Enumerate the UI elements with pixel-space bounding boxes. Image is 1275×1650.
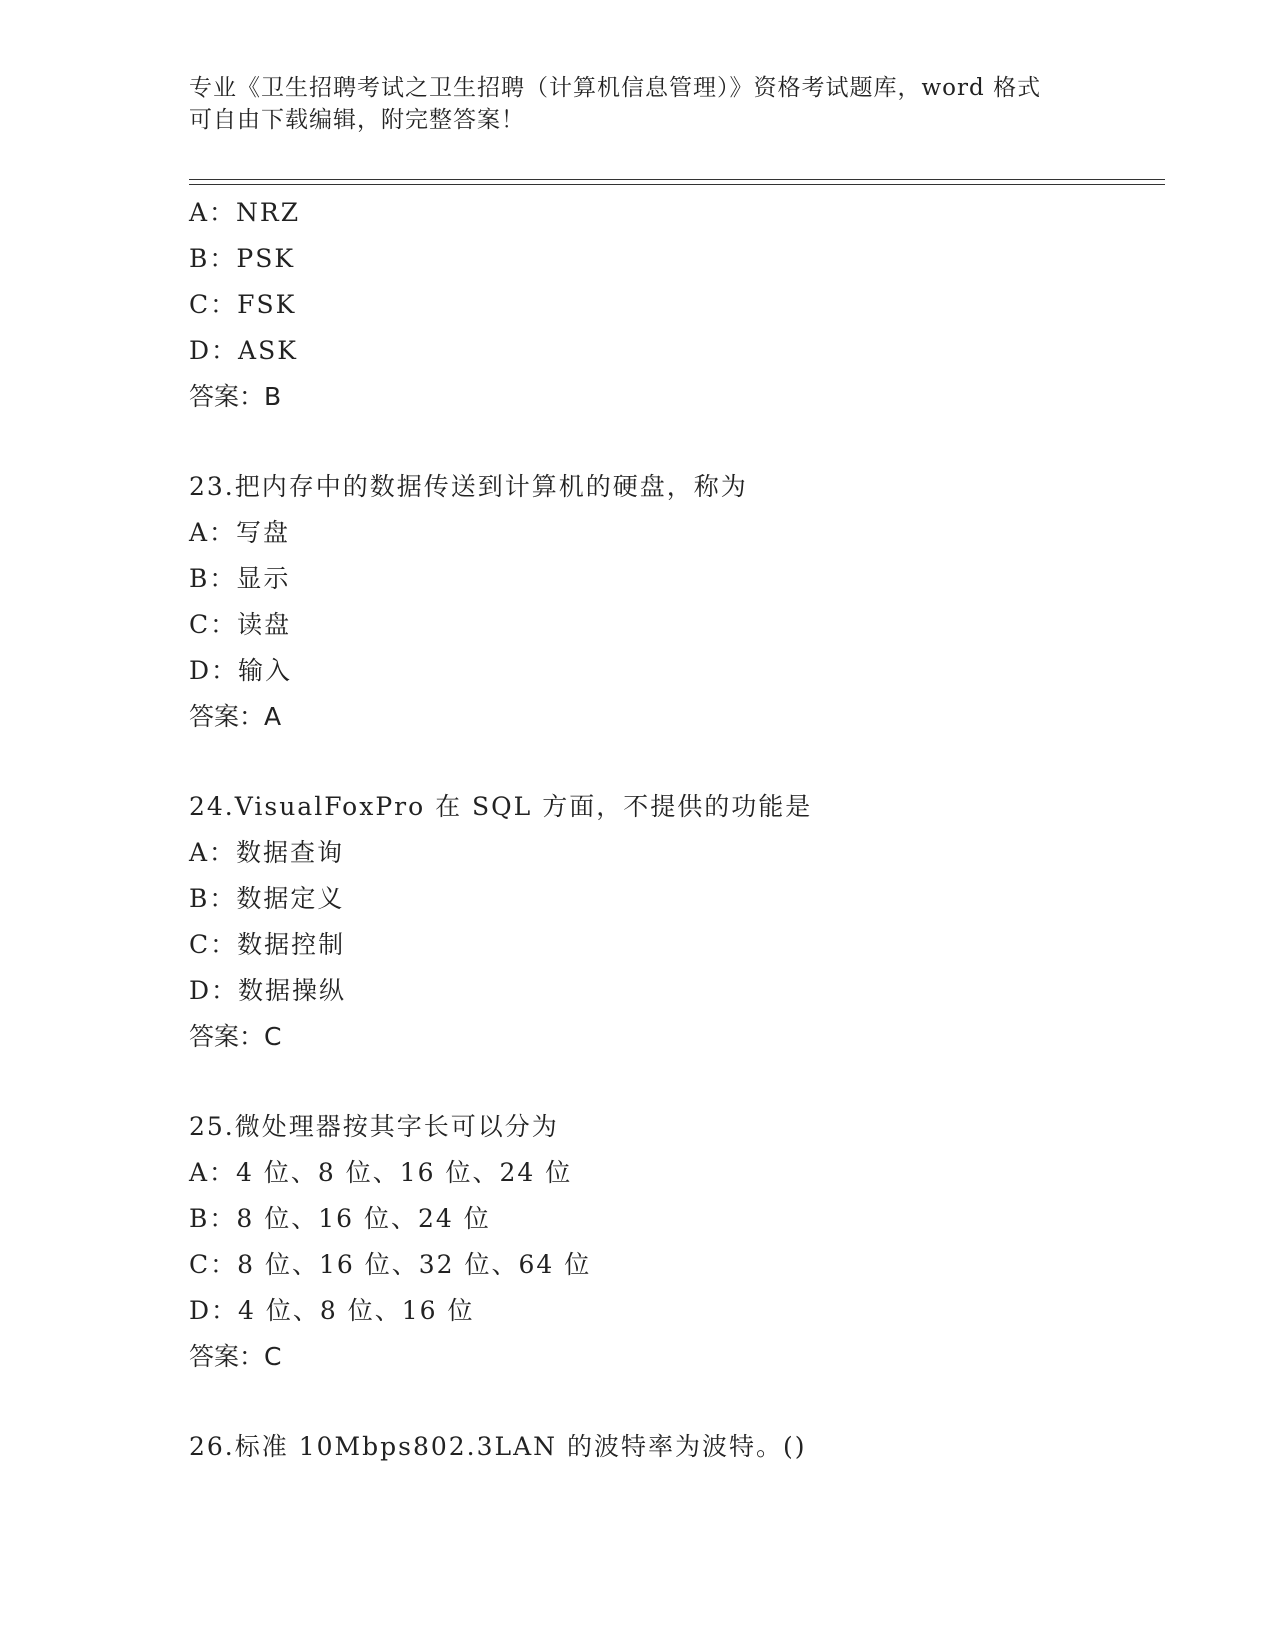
question-text: 25.微处理器按其字长可以分为 [189,1112,559,1141]
question-text: 23.把内存中的数据传送到计算机的硬盘，称为 [189,472,748,501]
option-a: A：NRZ [189,198,301,227]
option-d: D：ASK [189,336,298,365]
document-header [189,72,1089,136]
option-a: A：写盘 [189,518,291,547]
question-24-block [189,784,1149,1060]
option-c: C：8 位、16 位、32 位、64 位 [189,1250,592,1279]
header-divider-top [189,179,1165,180]
option-a: A：4 位、8 位、16 位、24 位 [189,1158,573,1187]
spacer [189,1380,1149,1424]
spacer [189,1060,1149,1104]
option-b: B：显示 [189,564,291,593]
option-b: B：8 位、16 位、24 位 [189,1204,491,1233]
header-title-line-2: 可自由下载编辑，附完整答案！ [189,107,525,133]
option-c: C：读盘 [189,610,292,639]
spacer [189,420,1149,464]
option-c: C：FSK [189,290,297,319]
option-d: D：4 位、8 位、16 位 [189,1296,475,1325]
option-b: B：PSK [189,244,295,273]
answer-line: 答案：C [189,1342,282,1371]
question-22-block [189,190,1149,420]
option-d: D：输入 [189,656,293,685]
question-list [189,190,1149,1470]
answer-line: 答案：A [189,702,282,731]
header-title-line-1: 专业《卫生招聘考试之卫生招聘（计算机信息管理）》资格考试题库，word 格式 [189,75,1042,101]
question-23-block [189,464,1149,740]
option-b: B：数据定义 [189,884,345,913]
answer-line: 答案：C [189,1022,282,1051]
question-text: 24.VisualFoxPro 在 SQL 方面，不提供的功能是 [189,792,813,821]
question-text: 26.标准 10Mbps802.3LAN 的波特率为波特。() [189,1432,807,1461]
spacer [189,740,1149,784]
option-c: C：数据控制 [189,930,346,959]
option-d: D：数据操纵 [189,976,347,1005]
option-a: A：数据查询 [189,838,345,867]
question-26-block [189,1424,1149,1470]
answer-line: 答案：B [189,382,282,411]
question-25-block [189,1104,1149,1380]
header-divider-bottom [189,184,1165,185]
